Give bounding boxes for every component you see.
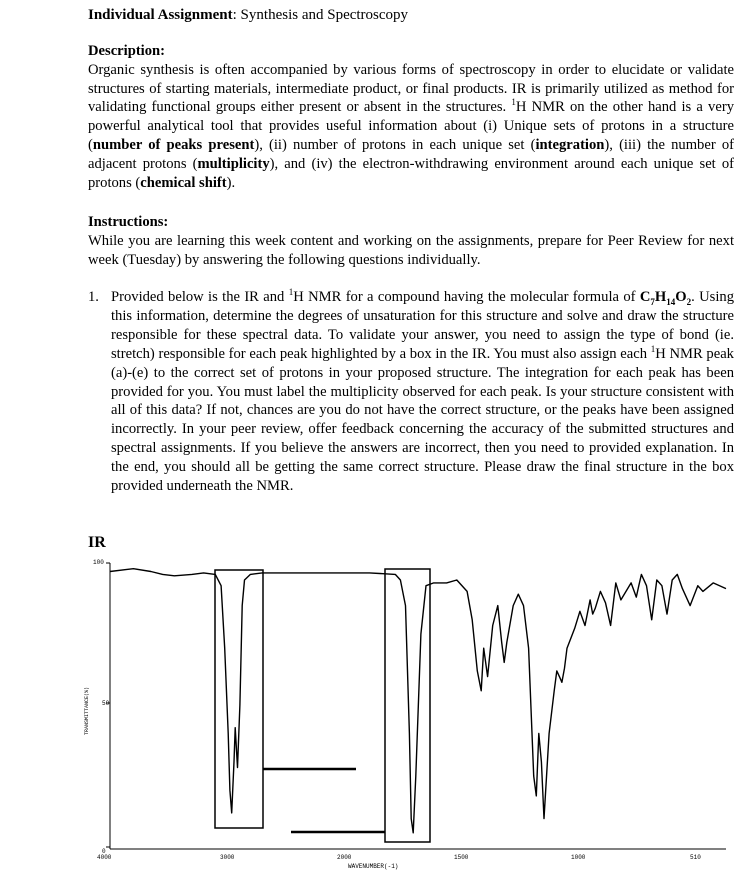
ir-spectrum-line (110, 569, 726, 833)
instructions-heading: Instructions: (88, 214, 169, 230)
instructions-text: While you are learning this week content and working on the assignments, prepare for Peer Review for next week (Tuesday) by answering the following questions individually. (88, 232, 734, 268)
y-tick-100: 100 (93, 559, 104, 566)
y-tick-0: 0 (102, 848, 106, 855)
description-heading: Description: (88, 43, 166, 59)
question-number: 1. (88, 289, 99, 305)
question-1 (88, 288, 734, 496)
x-tick-4000: 4000 (97, 854, 112, 861)
instructions-section (88, 213, 734, 269)
x-tick-510: 510 (690, 854, 701, 861)
y-axis-title: TRANSMITTANCE(%) (84, 686, 90, 735)
ir-spectrum-chart (80, 555, 740, 871)
title-rest: : Synthesis and Spectroscopy (232, 7, 409, 23)
ir-label: IR (88, 534, 106, 551)
x-tick-2000: 2000 (337, 854, 352, 861)
description-text: Organic synthesis is often accompanied by various forms of spectroscopy in order to elucidate or validate structures of starting materials, intermediate product, or final products. IR is primarily utilized as method for validating functional groups either present or absent in the structures. $^1$H NMR on the other hand is a very powerful analytical tool that provides useful information about (i) Unique sets of protons in a structure (number of peaks present), (ii) number of protons in each unique set (integration), (iii) the number of adjacent protons (multiplicity), and (iv) the electron-withdrawing environment around each unique set of protons (chemical shift). (88, 61, 734, 191)
x-tick-1000: 1000 (571, 854, 586, 861)
title-bold: Individual Assignment (88, 7, 233, 23)
y-tick-50: 50 (102, 700, 110, 707)
x-tick-1500: 1500 (454, 854, 469, 861)
x-axis-title: WAVENUMBER(-1) (348, 863, 399, 870)
x-tick-3000: 3000 (220, 854, 235, 861)
question-text: Provided below is the IR and $^1$H NMR for a compound having the molecular formula of $C_7H_{14}O_2$. Using this information, determine the degrees of unsaturation for this structure and solve and draw the structure responsible for these spectral data. To validate your answer, you need to assign the type of bond (ie. stretch) responsible for each peak highlighted by a box in the IR. You must also assign each $^1$H NMR peak (a)-(e) to the correct set of protons in your proposed structure. The integration for each peak has been provided for you. You must label the multiplicity observed for each peak. Is your structure consistent with all of this data? If not, chances are you do not have the correct structure, or the peaks have been assigned incorrectly. In your peer review, offer feedback concerning the accuracy of the submitted structures and spectral assignments. If you believe the answers are incorrect, then you need to provided explanation. In the end, you should all be getting the same correct structure. Please draw the final structure in the box provided underneath the NMR. (111, 287, 734, 495)
description-section (88, 42, 734, 192)
assignment-title (88, 6, 734, 25)
molecular-formula: $C_7H_{14}O_2$ (639, 289, 692, 307)
